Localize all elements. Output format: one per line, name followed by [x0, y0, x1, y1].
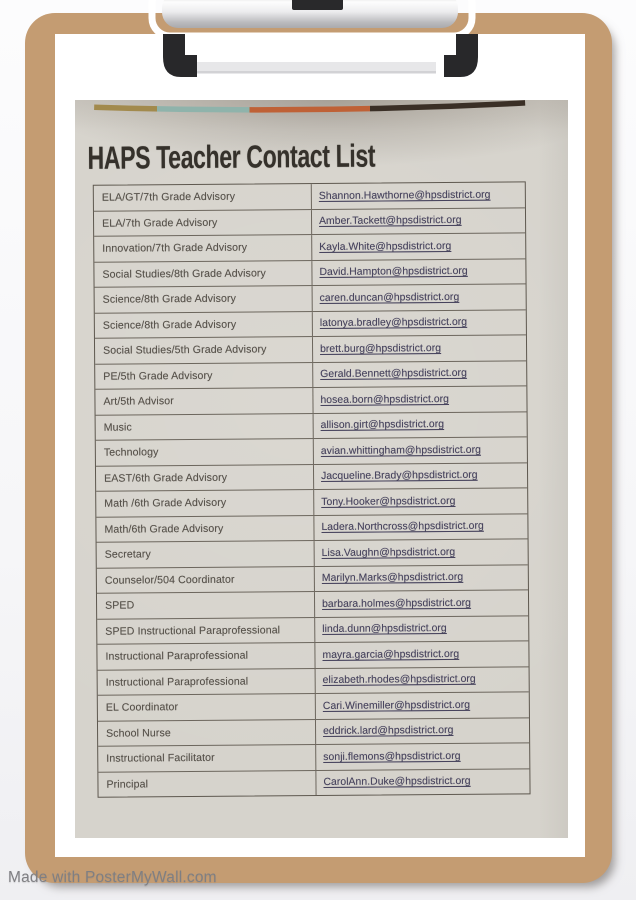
- email-link[interactable]: Ladera.Northcross@hpsdistrict.org: [321, 520, 484, 534]
- role-cell: Science/8th Grade Advisory: [95, 312, 313, 338]
- table-row: [95, 284, 526, 313]
- email-link[interactable]: Amber.Tackett@hpsdistrict.org: [319, 215, 462, 228]
- table-row: [96, 437, 527, 466]
- email-link[interactable]: linda.dunn@hpsdistrict.org: [322, 623, 447, 636]
- role-cell: EL Coordinator: [98, 694, 316, 720]
- email-link[interactable]: hosea.born@hpsdistrict.org: [320, 393, 450, 406]
- email-link[interactable]: CarolAnn.Duke@hpsdistrict.org: [323, 776, 471, 789]
- clip-wire-bar: [194, 62, 436, 72]
- role-cell: Social Studies/8th Grade Advisory: [94, 261, 312, 287]
- table-row: [98, 769, 529, 797]
- table-row: [94, 182, 525, 211]
- table-row: [97, 616, 528, 645]
- contact-table: [93, 181, 531, 797]
- poster-watermark: Made with PosterMyWall.com: [8, 869, 217, 886]
- role-cell: ELA/7th Grade Advisory: [94, 210, 312, 236]
- email-link[interactable]: brett.burg@hpsdistrict.org: [320, 342, 442, 355]
- table-row: [95, 386, 526, 415]
- contact-sheet-content: [75, 100, 568, 838]
- table-row: [96, 514, 527, 543]
- document-title: HAPS Teacher Contact List: [87, 137, 376, 176]
- role-cell: School Nurse: [98, 720, 316, 746]
- email-link[interactable]: Gerald.Bennett@hpsdistrict.org: [320, 368, 467, 381]
- role-cell: SPED Instructional Paraprofessional: [97, 618, 315, 644]
- role-cell: Math/6th Grade Advisory: [96, 516, 314, 542]
- clip-notch: [292, 0, 343, 10]
- role-cell: Secretary: [97, 541, 315, 567]
- table-row: [97, 590, 528, 619]
- table-row: [94, 233, 525, 262]
- table-row: [94, 259, 525, 288]
- email-link[interactable]: eddrick.lard@hpsdistrict.org: [323, 725, 454, 738]
- email-link[interactable]: Kayla.White@hpsdistrict.org: [319, 240, 452, 253]
- table-row: [95, 335, 526, 364]
- table-row: [98, 667, 529, 696]
- role-cell: EAST/6th Grade Advisory: [96, 465, 314, 491]
- role-cell: Instructional Facilitator: [98, 745, 316, 771]
- email-link[interactable]: Shannon.Hawthorne@hpsdistrict.org: [318, 189, 491, 202]
- email-link[interactable]: mayra.garcia@hpsdistrict.org: [322, 648, 460, 661]
- contact-sheet-photo: [75, 100, 568, 838]
- table-row: [98, 718, 529, 747]
- email-link[interactable]: elizabeth.rhodes@hpsdistrict.org: [322, 674, 476, 687]
- email-link[interactable]: David.Hampton@hpsdistrict.org: [319, 266, 468, 279]
- table-row: [97, 565, 528, 594]
- role-cell: Math /6th Grade Advisory: [96, 490, 314, 516]
- email-link[interactable]: caren.duncan@hpsdistrict.org: [319, 291, 460, 304]
- clip-wire-left-arm: [163, 34, 197, 77]
- email-link[interactable]: latonya.bradley@hpsdistrict.org: [319, 317, 468, 330]
- email-link[interactable]: allison.girt@hpsdistrict.org: [320, 419, 445, 432]
- table-row: [97, 641, 528, 670]
- table-row: [98, 692, 529, 721]
- table-row: [94, 208, 525, 237]
- role-cell: Art/5th Advisor: [95, 388, 313, 414]
- email-link[interactable]: Tony.Hooker@hpsdistrict.org: [321, 495, 456, 508]
- clip-wire-right-arm: [444, 34, 478, 77]
- role-cell: Science/8th Grade Advisory: [95, 286, 313, 312]
- role-cell: Instructional Paraprofessional: [98, 669, 316, 695]
- clipboard-clip: [148, 0, 488, 92]
- table-row: [95, 310, 526, 339]
- role-cell: Innovation/7th Grade Advisory: [94, 235, 312, 261]
- role-cell: Music: [96, 414, 314, 440]
- table-row: [98, 743, 529, 772]
- role-cell: SPED: [97, 592, 315, 618]
- role-cell: ELA/GT/7th Grade Advisory: [94, 184, 312, 210]
- role-cell: Instructional Paraprofessional: [97, 643, 315, 669]
- email-link[interactable]: avian.whittingham@hpsdistrict.org: [320, 444, 481, 457]
- role-cell: Social Studies/5th Grade Advisory: [95, 337, 313, 363]
- email-link[interactable]: Jacqueline.Brady@hpsdistrict.org: [321, 470, 478, 483]
- email-link[interactable]: sonji.flemons@hpsdistrict.org: [323, 750, 461, 763]
- role-cell: PE/5th Grade Advisory: [95, 363, 313, 389]
- role-cell: Principal: [98, 771, 316, 797]
- role-cell: Counselor/504 Coordinator: [97, 567, 315, 593]
- role-cell: Technology: [96, 439, 314, 465]
- email-link[interactable]: Cari.Winemiller@hpsdistrict.org: [322, 699, 471, 712]
- email-link[interactable]: Marilyn.Marks@hpsdistrict.org: [321, 572, 464, 585]
- table-row: [97, 539, 528, 568]
- table-row: [96, 412, 527, 441]
- table-row: [96, 463, 527, 492]
- table-row: [96, 488, 527, 517]
- table-row: [95, 361, 526, 390]
- decorative-top-stripe: [75, 100, 565, 122]
- email-link[interactable]: barbara.holmes@hpsdistrict.org: [322, 597, 472, 610]
- email-link[interactable]: Lisa.Vaughn@hpsdistrict.org: [321, 546, 456, 559]
